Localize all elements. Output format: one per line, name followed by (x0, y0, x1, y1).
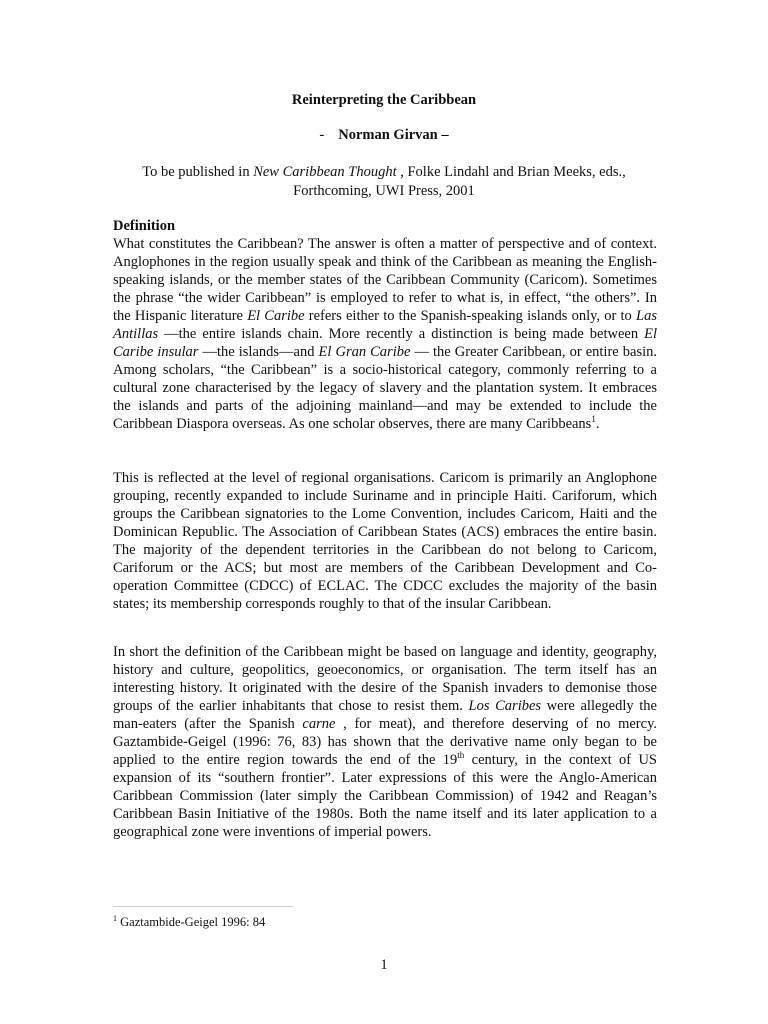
section-heading: Definition (113, 218, 176, 234)
paragraph-2: This is reflected at the level of regional organisations. Caricom is primarily an Anglophone grouping, recently expanded to include Suriname and in principle Haiti. Cariforum, which groups the Caribbean signatories to the Lome Convention, includes Caricom, Haiti and the Dominican Republic. The Association of Caribbean States (ACS) embraces the entire basin. The majority of the dependent territories in the Caribbean do not belong to Caricom, Cariforum or the ACS; but most are members of the Caribbean Development and Co-operation Committee (CDCC) of ECLAC. The CDCC excludes the majority of the basin states; its membership corresponds roughly to that of the insular Caribbean. (113, 470, 657, 612)
para1-text-6: . (595, 416, 600, 432)
para3-text-1: In short the definition of the Caribbean might be based on language and identity, geography, history and culture, geopolitics, geoeconomics, or organisation. The term itself has an interesting history. It originated with the desire of the Spanish invaders to demonise those groups of the earlier inhabitants that chose to resist them. (113, 644, 657, 714)
publication-note (0, 163, 768, 201)
footnote-ref-1[interactable]: 1 (591, 414, 596, 425)
para1-text-5: — the Greater Caribbean, or entire basin. Among scholars, “the Caribbean” is a socio-historical category, commonly referring to a cultural zone characterised by the legacy of slavery and the plantation system. It embraces the islands and parts of the adjoining mainland—and may be extended to include the Caribbean Diaspora overseas. As one scholar observes, there are many Caribbeans (113, 344, 658, 432)
footnote (113, 914, 265, 930)
para1-italic-las-antillas: Las Antillas (113, 308, 657, 342)
para1-italic-el-caribe: El Caribe (247, 308, 305, 324)
para1-text-2: refers either to the Spanish-speaking islands only, or to (304, 308, 637, 324)
publication-line-2: Forthcoming, UWI Press, 2001 (293, 183, 475, 199)
para1-text-1: What constitutes the Caribbean? The answer is often a matter of perspective and of context. Anglophones in the region usually speak and think of the Caribbean as meaning the English-speaking islands, or the member states of the Caribbean Community (Caricom). Sometimes the phrase “the wider Caribbean” is employed to refer to what is, in effect, “the others”. In the Hispanic literature (113, 236, 657, 324)
footnote-text: Gaztambide-Geigel 1996: 84 (117, 915, 266, 929)
publication-book-title: New Caribbean Thought (253, 164, 397, 180)
para1-text-4: —the islands—and (198, 344, 319, 360)
para1-italic-gran-caribe: El Gran Caribe (318, 344, 411, 360)
publication-line-1 (0, 163, 768, 182)
para3-text-4: century, in the context of US expansion of its “southern frontier”. Later expressions of this were the Anglo-American Caribbean Commission (later simply the Caribbean Commission) of 1942 and Reagan’s Caribbean Basin Initiative of the 1980s. Both the name itself and its later application to a geographical zone were inventions of imperial powers. (113, 752, 657, 840)
document-title: Reinterpreting the Caribbean (291, 92, 477, 108)
para1-italic-caribe-insular: El Caribe insular (113, 326, 657, 360)
para3-italic-carne: carne (302, 716, 336, 732)
para1-text-3: —the entire islands chain. More recently a distinction is being made between (158, 326, 645, 342)
paragraph-1 (113, 235, 657, 433)
ordinal-superscript: th (457, 750, 465, 761)
footnote-divider (113, 906, 293, 907)
author-name: Norman Girvan – (338, 127, 449, 143)
footnote-marker: 1 (113, 913, 117, 923)
para3-text-3: , for meat), and therefore deserving of no mercy. Gaztambide-Geigel (1996: 76, 83) has shown that the derivative name only began to be applied to the entire region towards the end of the 19 (113, 716, 657, 768)
para3-text-2: were allegedly the man-eaters (after the Spanish (113, 698, 657, 732)
paragraph-3 (113, 643, 657, 841)
definition-section (113, 217, 657, 433)
page-number: 1 (380, 957, 388, 973)
author-line (0, 126, 768, 144)
publication-editors: , Folke Lindahl and Brian Meeks, eds., (396, 164, 626, 180)
author-dash: - (319, 127, 325, 143)
para3-italic-los-caribes: Los Caribes (468, 698, 542, 714)
publication-prefix: To be published in (142, 164, 254, 180)
